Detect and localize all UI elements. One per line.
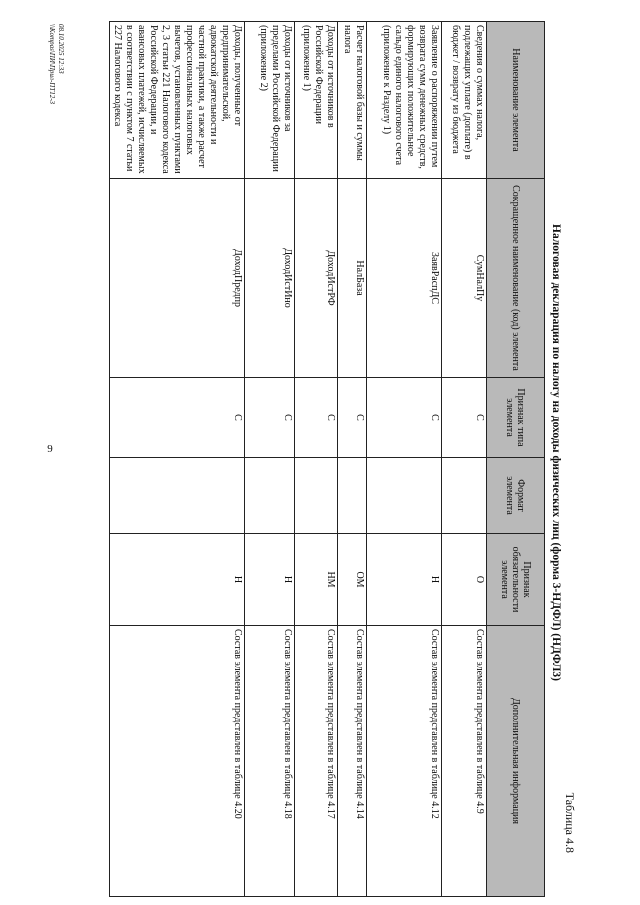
cell-name: Доходы, полученные от предпринимательской, адвокатской деятельности и частной практики, а также расчет профессиональных налоговых вычетов, установленных пунктами 2, 3 статьи 221 Налогового кодекса Российской Федерации, и авансовых платежей, исчисляемых в соответствии с пунктом 7 статьи 227 Налогового кодекса — [110, 22, 245, 179]
header-element-format: Формат элемента — [487, 458, 545, 534]
table-caption: Таблица 4.8 — [563, 792, 577, 853]
cell-code: ДоходИстИно — [245, 179, 295, 378]
header-element-name: Наименование элемента — [487, 22, 545, 179]
footer-file-path: \\Kompas\ПИ\Прил-ПТ12-3 — [48, 24, 56, 105]
table-row — [110, 22, 245, 897]
cell-code: НалБаза — [338, 179, 367, 378]
cell-type: С — [110, 378, 245, 458]
cell-type: С — [442, 378, 487, 458]
header-element-required: Признак обязательности элемента — [487, 534, 545, 626]
cell-required: Н — [110, 534, 245, 626]
cell-format — [367, 458, 442, 534]
cell-required: Н — [245, 534, 295, 626]
cell-format — [338, 458, 367, 534]
cell-type: С — [338, 378, 367, 458]
table-row — [295, 22, 338, 897]
cell-name: Доходы от источников за пределами Российской Федерации (приложение 2) — [245, 22, 295, 179]
cell-info: Состав элемента представлен в таблице 4.12 — [367, 626, 442, 897]
document-title: Налоговая декларация по налогу на доходы физических лиц (форма 3-НДФЛ) (НДФЛ3) — [550, 224, 562, 681]
cell-name: Заявление о распоряжении путем возврата сумм денежных средств, формирующих положительное сальдо единого налогового счета (приложение к Разделу 1) — [367, 22, 442, 179]
table-header-row — [487, 22, 545, 897]
cell-format — [295, 458, 338, 534]
cell-name: Доходы от источников в Российской Федерации (приложение 1) — [295, 22, 338, 179]
cell-info: Состав элемента представлен в таблице 4.9 — [442, 626, 487, 897]
cell-info: Состав элемента представлен в таблице 4.20 — [110, 626, 245, 897]
footer-timestamp: 08.10.2025 12:33 — [57, 24, 65, 74]
table-row — [367, 22, 442, 897]
cell-code: ДоходПредпр — [110, 179, 245, 378]
elements-table — [109, 21, 545, 897]
header-element-code: Сокращенное наименование (код) элемента — [487, 179, 545, 378]
print-footer — [47, 24, 65, 104]
cell-code: ЗаявРаспДС — [367, 179, 442, 378]
cell-required: НМ — [295, 534, 338, 626]
cell-info: Состав элемента представлен в таблице 4.18 — [245, 626, 295, 897]
cell-name: Расчет налоговой базы и суммы налога — [338, 22, 367, 179]
cell-info: Состав элемента представлен в таблице 4.14 — [338, 626, 367, 897]
cell-code: ДоходИстРФ — [295, 179, 338, 378]
cell-required: Н — [367, 534, 442, 626]
cell-format — [110, 458, 245, 534]
header-additional-info: Дополнительная информация — [487, 626, 545, 897]
page-number: 9 — [47, 443, 53, 455]
header-element-type: Признак типа элемента — [487, 378, 545, 458]
table-row — [245, 22, 295, 897]
cell-required: О — [442, 534, 487, 626]
table-row — [338, 22, 367, 897]
cell-format — [442, 458, 487, 534]
cell-type: С — [295, 378, 338, 458]
cell-code: СумНалПу — [442, 179, 487, 378]
cell-type: С — [367, 378, 442, 458]
cell-required: ОМ — [338, 534, 367, 626]
table-row — [442, 22, 487, 897]
cell-name: Сведения о суммах налога, подлежащих уплате (доплате) в бюджет / возврату из бюджета — [442, 22, 487, 179]
cell-format — [245, 458, 295, 534]
cell-info: Состав элемента представлен в таблице 4.17 — [295, 626, 338, 897]
cell-type: С — [245, 378, 295, 458]
